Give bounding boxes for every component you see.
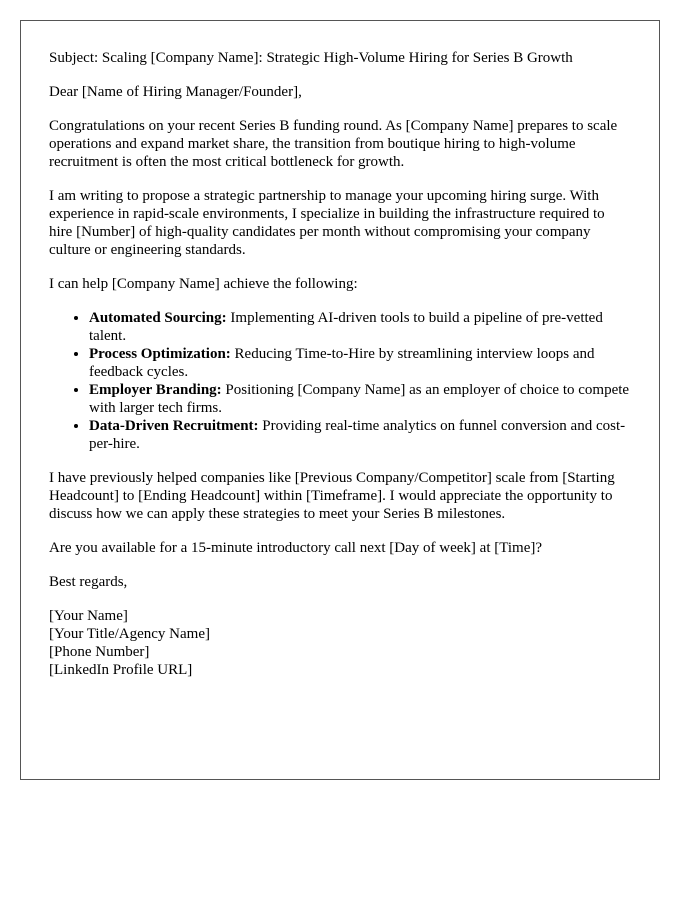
signature-name: [Your Name] [49,608,128,624]
benefit-title: Process Optimization: [89,346,231,362]
benefit-item [89,417,631,453]
greeting: Dear [Name of Hiring Manager/Founder], [49,84,302,100]
benefit-title: Automated Sourcing: [89,310,227,326]
proposal-paragraph: I am writing to propose a strategic partnership to manage your upcoming hiring surge. With experience in rapid-scale environments, I specialize in building the infrastructure required to hire [Number] of high-quality candidates per month without compromising your company culture or engineering standards. [49,188,605,258]
benefits-list [49,309,631,453]
call-request-paragraph: Are you available for a 15-minute introductory call next [Day of week] at [Time]? [49,540,543,556]
experience-paragraph: I have previously helped companies like [Previous Company/Competitor] scale from [Starting Headcount] to [Ending Headcount] within [Timeframe]. I would appreciate the opportunity to discuss how we can apply these strategies to meet your Series B milestones. [49,470,615,522]
benefits-intro: I can help [Company Name] achieve the following: [49,276,358,292]
benefit-text: Positioning [Company Name] as an employer of choice to compete with larger tech firms. [89,382,630,416]
signature-linkedin: [LinkedIn Profile URL] [49,662,193,678]
signature-block [49,607,631,679]
benefit-text: Implementing AI-driven tools to build a pipeline of pre-vetted talent. [89,310,603,344]
benefit-item [89,309,631,345]
benefit-title: Employer Branding: [89,382,222,398]
benefit-item [89,381,631,417]
signature-phone: [Phone Number] [49,644,150,660]
benefit-text: Providing real-time analytics on funnel conversion and cost-per-hire. [89,418,626,452]
subject-line: Subject: Scaling [Company Name]: Strategic High-Volume Hiring for Series B Growth [49,50,573,66]
signoff: Best regards, [49,574,128,590]
benefit-text: Reducing Time-to-Hire by streamlining interview loops and feedback cycles. [89,346,595,380]
signature-title: [Your Title/Agency Name] [49,626,210,642]
benefit-item [89,345,631,381]
letter-page [20,20,660,780]
benefit-title: Data-Driven Recruitment: [89,418,259,434]
intro-paragraph: Congratulations on your recent Series B funding round. As [Company Name] prepares to scale operations and expand market share, the transition from boutique hiring to high-volume recruitment is often the most critical bottleneck for growth. [49,118,618,170]
